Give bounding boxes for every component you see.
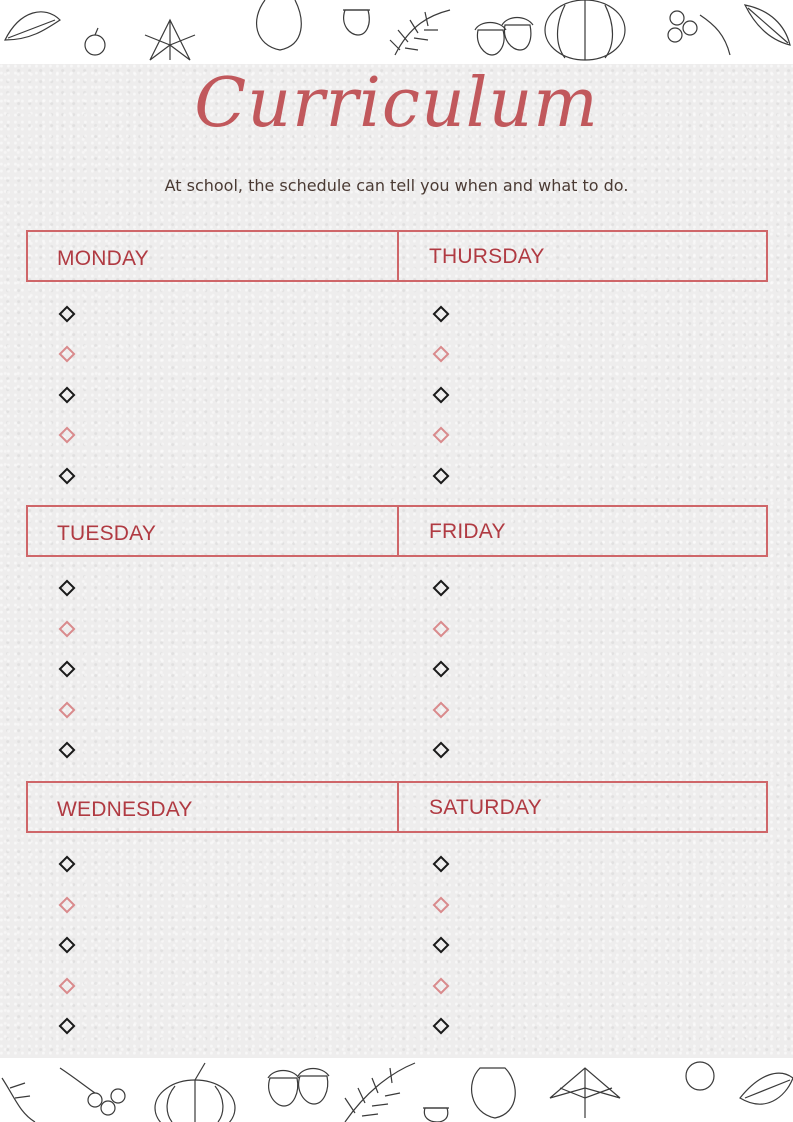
header-divider	[397, 507, 399, 555]
pumpkin-icon	[155, 1063, 235, 1122]
header-divider	[397, 783, 399, 831]
day-label-saturday: SATURDAY	[429, 796, 542, 819]
leaf-icon	[345, 1063, 415, 1122]
gourd-icon	[472, 1068, 516, 1118]
leaf-icon	[390, 10, 450, 55]
day-label-wednesday: WEDNESDAY	[57, 798, 193, 821]
berry-icon	[668, 11, 730, 55]
acorn-icon	[423, 1108, 449, 1122]
day-label-friday: FRIDAY	[429, 520, 506, 543]
leaf-icon	[550, 1068, 620, 1118]
leaf-icon	[145, 20, 195, 60]
day-label-tuesday: TUESDAY	[57, 522, 157, 545]
leaf-icon	[2, 1078, 35, 1122]
leaf-icon	[740, 1073, 793, 1104]
pumpkin-icon	[545, 0, 625, 60]
page-title: Curriculum	[194, 64, 599, 143]
gourd-icon	[257, 0, 302, 50]
acorn-icon	[475, 18, 533, 56]
berry-icon	[85, 28, 105, 55]
schedule-header-row-1	[26, 230, 768, 282]
top-decoration-band	[0, 0, 793, 64]
leaf-icon	[5, 12, 60, 40]
header-divider	[397, 232, 399, 280]
acorn-icon	[343, 10, 370, 35]
page-subtitle: At school, the schedule can tell you when and what to do.	[164, 176, 629, 195]
paper-background	[0, 64, 793, 1058]
berry-icon	[686, 1062, 714, 1090]
day-label-monday: MONDAY	[57, 247, 149, 270]
schedule-header-row-2	[26, 505, 768, 557]
berry-icon	[60, 1068, 125, 1115]
schedule-header-row-3	[26, 781, 768, 833]
bottom-decoration-band	[0, 1058, 793, 1122]
acorn-icon	[268, 1069, 329, 1107]
day-label-thursday: THURSDAY	[429, 245, 545, 268]
leaf-icon	[745, 5, 790, 45]
